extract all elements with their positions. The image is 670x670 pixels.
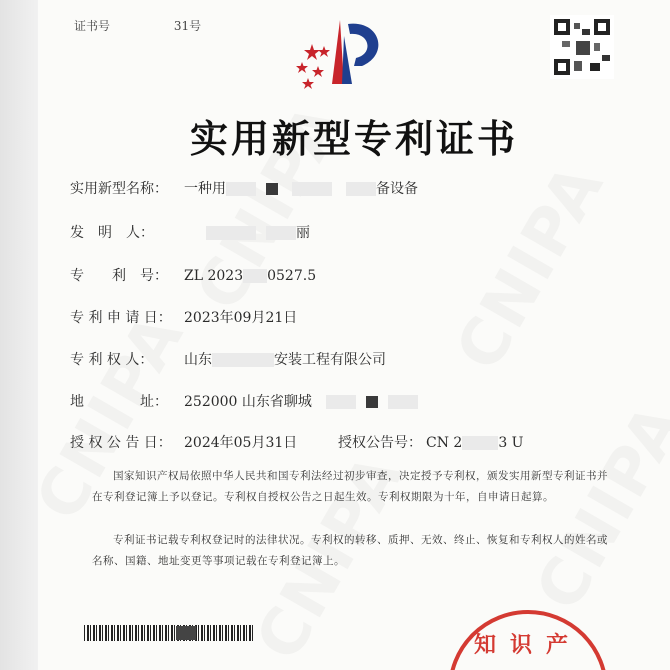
certificate-page [38,0,670,670]
field-value-end: 3 U [498,435,524,451]
field-row-grant-date [70,432,297,452]
watermark-text [442,151,619,383]
field-row-name [70,178,418,198]
certificate-number-tail: 31号 [173,19,202,33]
field-value-start: 2024年05月31日 [184,435,298,451]
redaction [292,182,332,196]
field-value-start: 252000 山东省聊城 [184,394,312,410]
cnipa-emblem-icon [282,14,392,92]
field-label: 专 利 号： [70,268,168,284]
field-row-patentee [70,349,386,369]
field-row-patent-number [70,265,316,285]
redaction [266,183,278,195]
field-label: 专 利 申 请 日： [70,310,172,326]
redaction [326,395,356,409]
legal-paragraph: 专利证书记载专利权登记时的法律状况。专利权的转移、质押、无效、终止、恢复和专利权人的姓名或名称、国籍、地址变更等事项记载在专利登记簿上。 [92,534,608,567]
field-value-end: 安装工程有限公司 [274,352,386,368]
field-value-end: 丽 [296,225,310,241]
redaction [366,396,378,408]
field-label: 地 址： [70,394,168,410]
seal-text: 知识产 [473,632,582,658]
field-label: 专 利 权 人： [70,352,154,368]
redaction [212,353,274,367]
qr-code-icon [550,15,614,79]
barcode-icon [84,625,254,641]
field-label: 授权公告号： [338,435,422,451]
redaction [226,182,256,196]
field-value-start: CN 2 [426,435,463,451]
page-edge-shadow [0,0,38,670]
field-row-filing-date [70,307,297,327]
redaction [266,226,296,240]
field-value-end: 备设备 [376,181,418,197]
redaction [462,436,498,450]
certificate-number-label: 证书号 [74,19,111,33]
field-value-start: ZL 2023 [184,268,244,284]
field-value-start: 山东 [184,352,212,368]
certificate-title: 实用新型专利证书 [189,116,518,161]
redaction [206,226,256,240]
redaction [243,269,267,283]
redaction [176,626,196,640]
certificate-number [74,17,201,34]
field-label: 发 明 人： [70,225,154,241]
field-row-inventor [70,222,310,242]
field-row-grant-number [338,432,523,452]
field-value-start: 一种用 [184,181,226,197]
field-value-end: 0527.5 [267,268,317,284]
legal-paragraph: 国家知识产权局依照中华人民共和国专利法经过初步审查，决定授予专利权，颁发实用新型专利证书并在专利登记簿上予以登记。专利权自授权公告之日起生效。专利权期限为十年，自申请日起算。 [92,470,608,503]
field-row-address [70,391,418,411]
field-label: 授 权 公 告 日： [70,435,172,451]
field-label: 实用新型名称： [70,181,168,197]
field-value-start: 2023年09月21日 [184,310,298,326]
redaction [388,395,418,409]
redaction [346,182,376,196]
